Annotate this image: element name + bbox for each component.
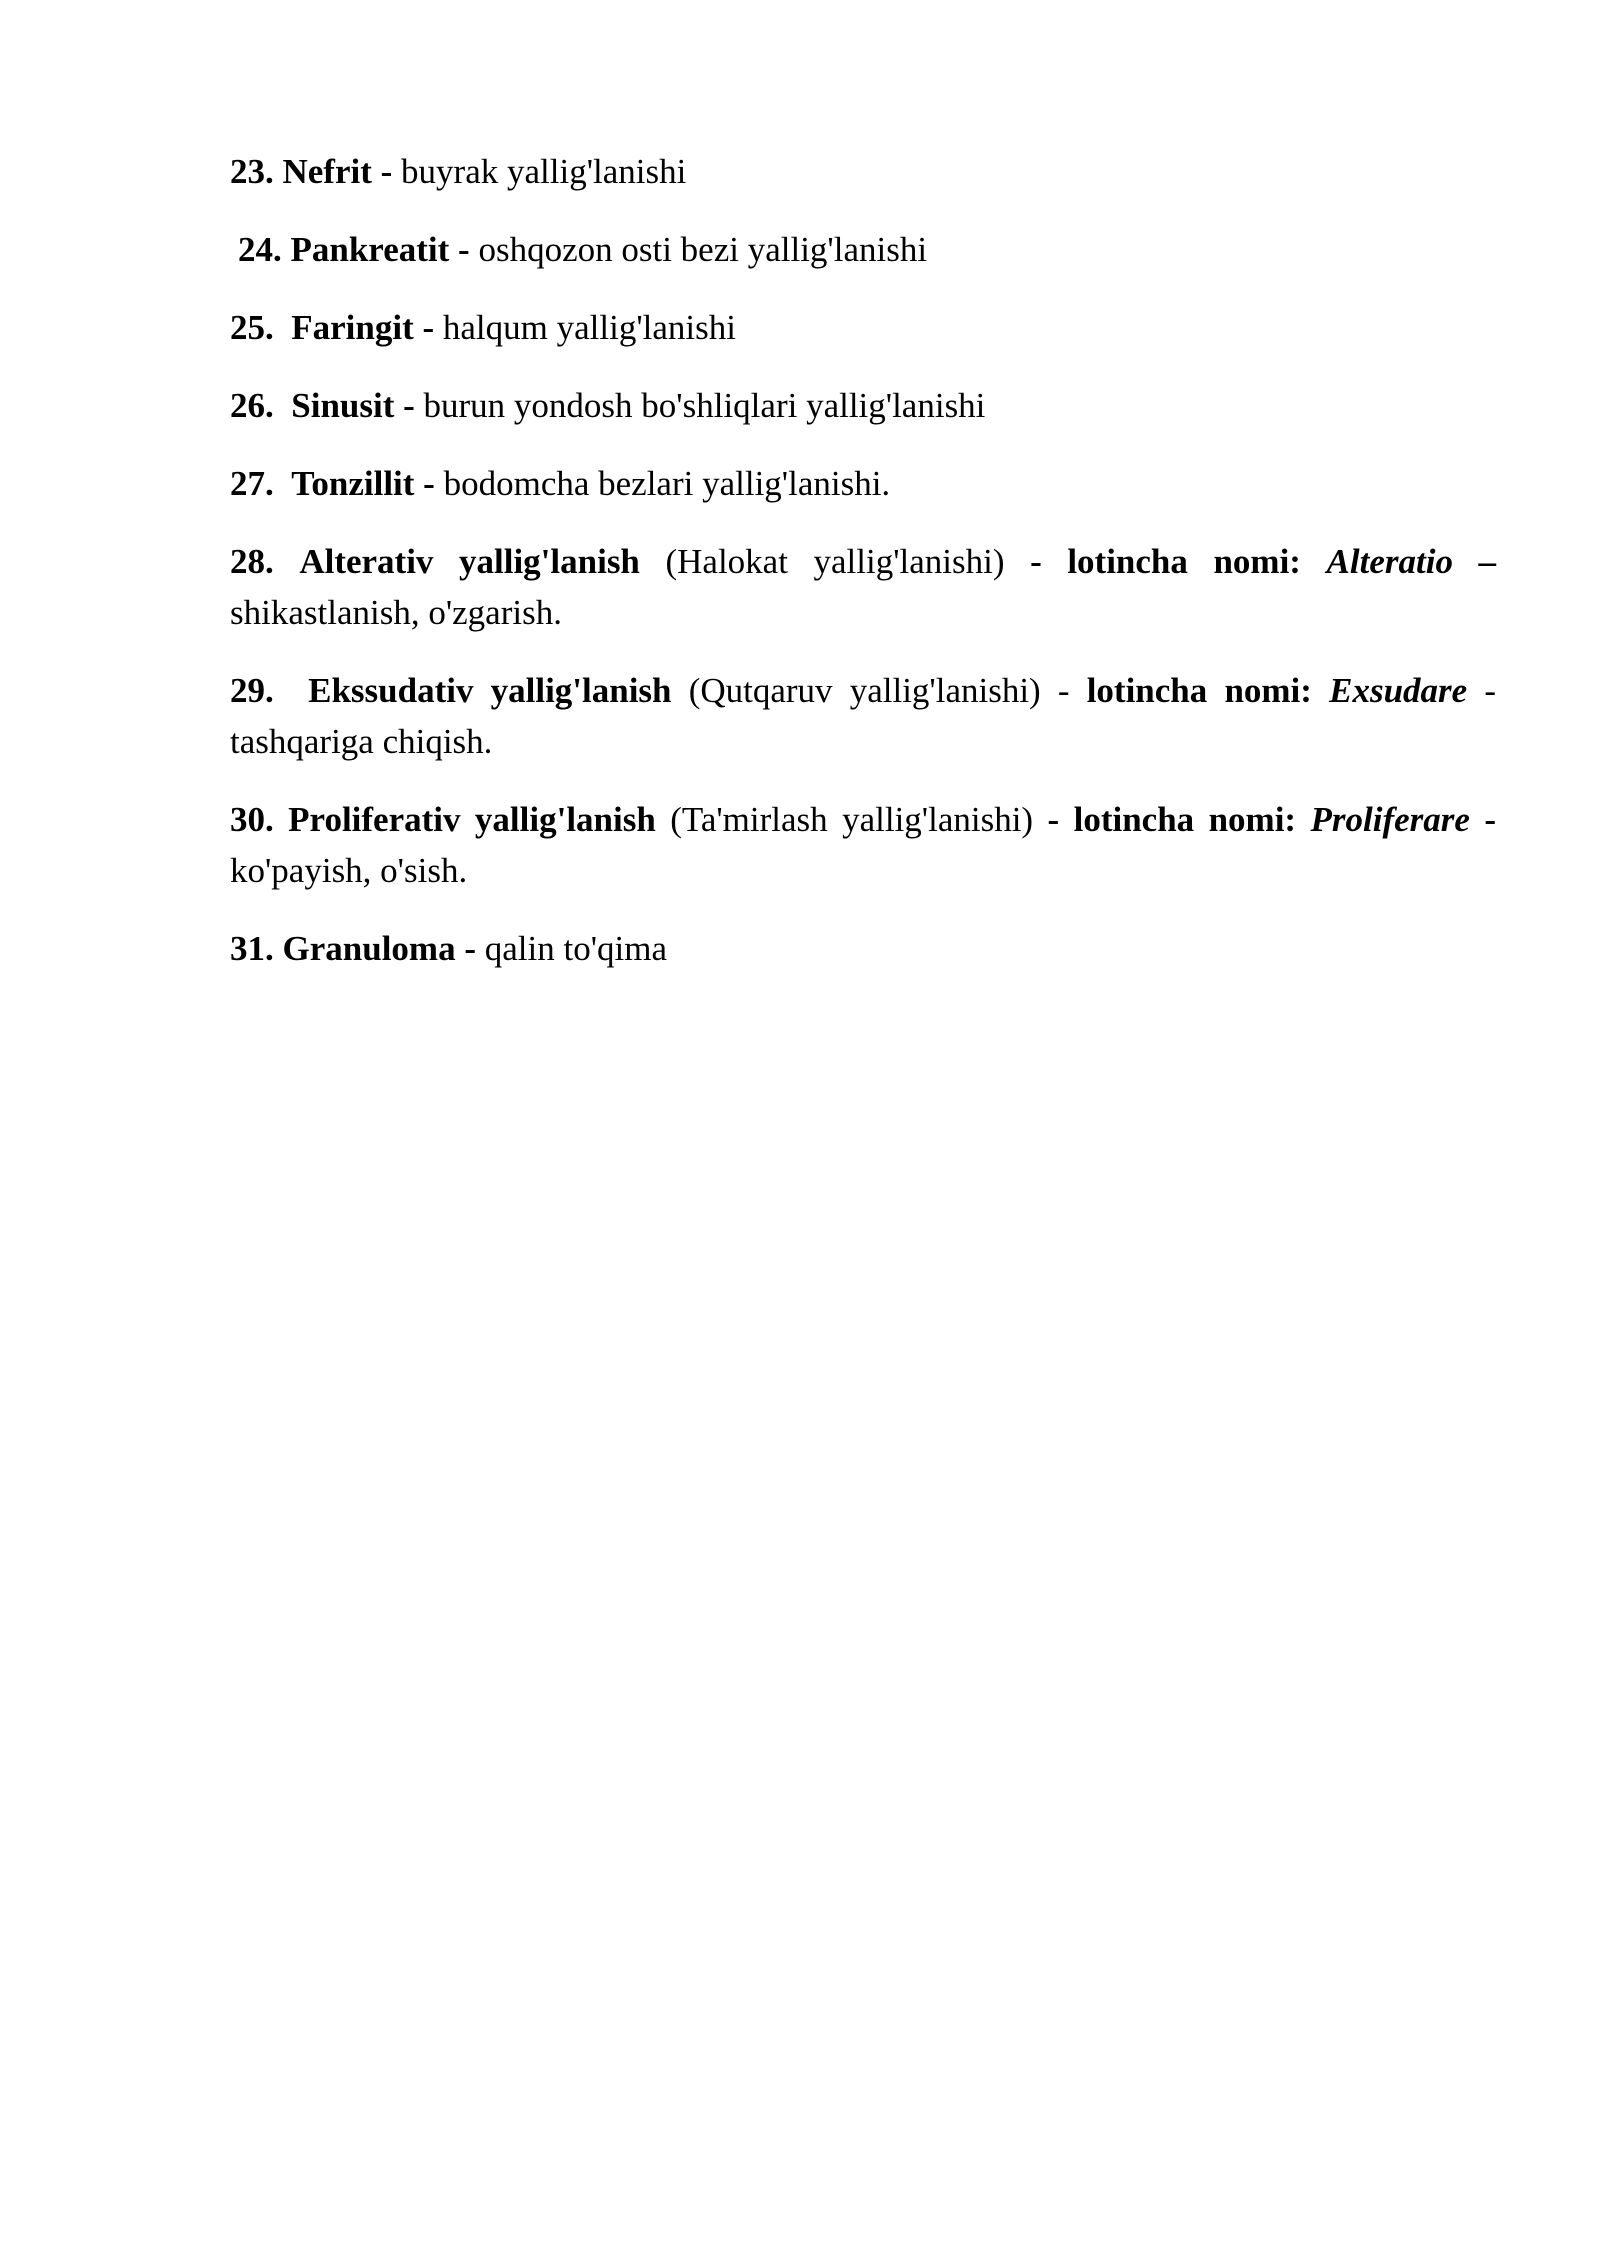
separator: -: [449, 230, 479, 269]
separator: -: [394, 386, 424, 425]
alt-name: (Halokat yallig'lanishi): [665, 542, 1005, 581]
item-number: 24.: [238, 230, 282, 269]
term: Alterativ yallig'lanish: [299, 542, 640, 581]
list-item: [230, 380, 1496, 431]
latin-name: Proliferare: [1310, 800, 1470, 839]
term: Tonzillit -: [291, 464, 435, 503]
latin-name: Alteratio: [1326, 542, 1453, 581]
latin-name: Exsudare: [1329, 671, 1468, 710]
item-number: 31.: [230, 929, 274, 968]
item-number: 26.: [230, 386, 274, 425]
separator: -: [371, 152, 402, 191]
definition: qalin to'qima: [484, 929, 667, 968]
latin-label: lotincha nomi:: [1086, 671, 1312, 710]
term: Ekssudativ yallig'lanish: [308, 671, 672, 710]
item-number: 28.: [230, 542, 274, 581]
list-item: [230, 224, 1496, 275]
list-item: [230, 923, 1496, 974]
meaning: ko'payish, o'sish.: [230, 851, 468, 890]
alt-name: (Ta'mirlash yallig'lanishi): [670, 800, 1034, 839]
term: Nefrit: [282, 152, 372, 191]
item-number: 23.: [230, 152, 274, 191]
meaning: - tashqariga chiqish.: [230, 671, 1497, 761]
latin-label: - lotincha nomi:: [1047, 800, 1297, 839]
definition: oshqozon osti bezi yallig'lanishi: [478, 230, 928, 269]
term: Proliferativ yallig'lanish: [288, 800, 656, 839]
term: Granuloma: [282, 929, 456, 968]
separator: -: [455, 929, 485, 968]
term: Pankreatit: [290, 230, 450, 269]
separator: -: [1484, 800, 1497, 839]
term: Sinusit: [291, 386, 395, 425]
list-item: [230, 536, 1496, 638]
definition: bodomcha bezlari yallig'lanishi.: [443, 464, 891, 503]
separator: –: [1478, 542, 1497, 581]
alt-name: (Qutqaruv yallig'lanishi) -: [688, 671, 1070, 710]
list-item: [230, 146, 1496, 197]
definition: buyrak yallig'lanishi: [401, 152, 687, 191]
item-number: 27.: [230, 464, 274, 503]
list-item: [230, 665, 1496, 767]
definition: halqum yallig'lanishi: [442, 308, 736, 347]
item-number: 29.: [230, 671, 274, 710]
definition: burun yondosh bo'shliqlari yallig'lanishi: [423, 386, 986, 425]
document-page: [230, 146, 1496, 1001]
latin-label: - lotincha nomi:: [1030, 542, 1301, 581]
list-item: [230, 794, 1496, 896]
term: Faringit -: [291, 308, 435, 347]
item-number: 30.: [230, 800, 274, 839]
meaning: shikastlanish, o'zgarish.: [230, 593, 562, 632]
list-item: [230, 302, 1496, 353]
item-number: 25.: [230, 308, 274, 347]
list-item: [230, 458, 1496, 509]
